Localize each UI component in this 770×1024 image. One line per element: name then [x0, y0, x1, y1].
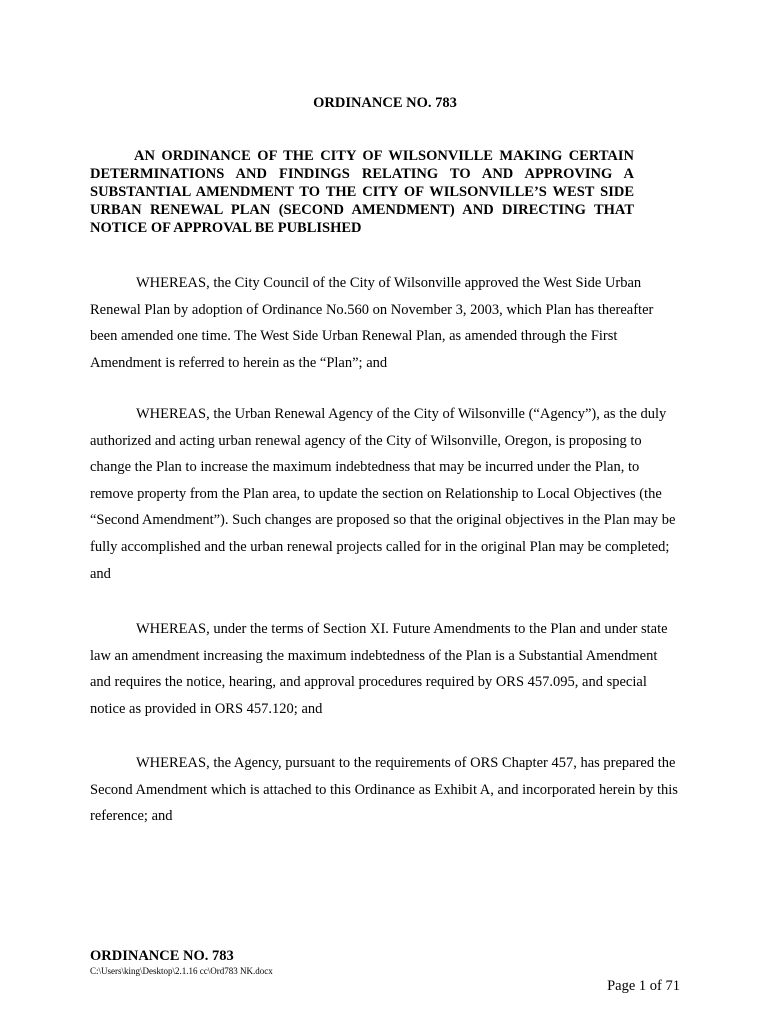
whereas-paragraph-3: [90, 616, 680, 722]
whereas-paragraph-4: [90, 750, 680, 830]
whereas-paragraph-4-text: WHEREAS, the Agency, pursuant to the requirements of ORS Chapter 457, has prepared the Second Amendment which is attached to this Ordinance as Exhibit A, and incorporated herein by this reference; and: [90, 755, 678, 825]
whereas-paragraph-2-text: WHEREAS, the Urban Renewal Agency of the City of Wilsonville (“Agency”), as the duly authorized and acting urban renewal agency of the City of Wilsonville, Oregon, is proposing to change the Plan to increase the maximum indebtedness that may be incurred under the Plan, to remove property from the Plan area, to update the section on Relationship to Local Objectives (the “Second Amendment”). Such changes are proposed so that the original objectives in the Plan may be fully accomplished and the urban renewal projects called for in the original Plan may be completed; and: [90, 406, 676, 582]
whereas-paragraph-1-text: WHEREAS, the City Council of the City of Wilsonville approved the West Side Urban Renewal Plan by adoption of Ordinance No.560 on November 3, 2003, which Plan has thereafter been amended one time. The West Side Urban Renewal Plan, as amended through the First Amendment is referred to herein as the “Plan”; and: [90, 275, 654, 371]
whereas-paragraph-1: [90, 270, 680, 376]
whereas-paragraph-2: [90, 401, 680, 587]
ordinance-heading-text: AN ORDINANCE OF THE CITY OF WILSONVILLE MAKING CERTAIN DETERMINATIONS AND FINDINGS RELATING TO AND APPROVING A SUBSTANTIAL AMENDMENT TO THE CITY OF WILSONVILLE’S WEST SIDE URBAN RENEWAL PLAN (SECOND AMENDMENT) AND DIRECTING THAT NOTICE OF APPROVAL BE PUBLISHED: [90, 148, 634, 236]
whereas-paragraph-3-text: WHEREAS, under the terms of Section XI. Future Amendments to the Plan and under state law an amendment increasing the maximum indebtedness of the Plan is a Substantial Amendment and requires the notice, hearing, and approval procedures required by ORS 457.095, and special notice as provided in ORS 457.120; and: [90, 621, 668, 717]
document-title: ORDINANCE NO. 783: [313, 95, 457, 111]
footer-file-path: C:\Users\king\Desktop\2.1.16 cc\Ord783 NK.docx: [90, 966, 273, 976]
footer-title: ORDINANCE NO. 783: [90, 948, 234, 964]
ordinance-heading: [90, 147, 634, 237]
page-number: Page 1 of 71: [607, 978, 680, 994]
